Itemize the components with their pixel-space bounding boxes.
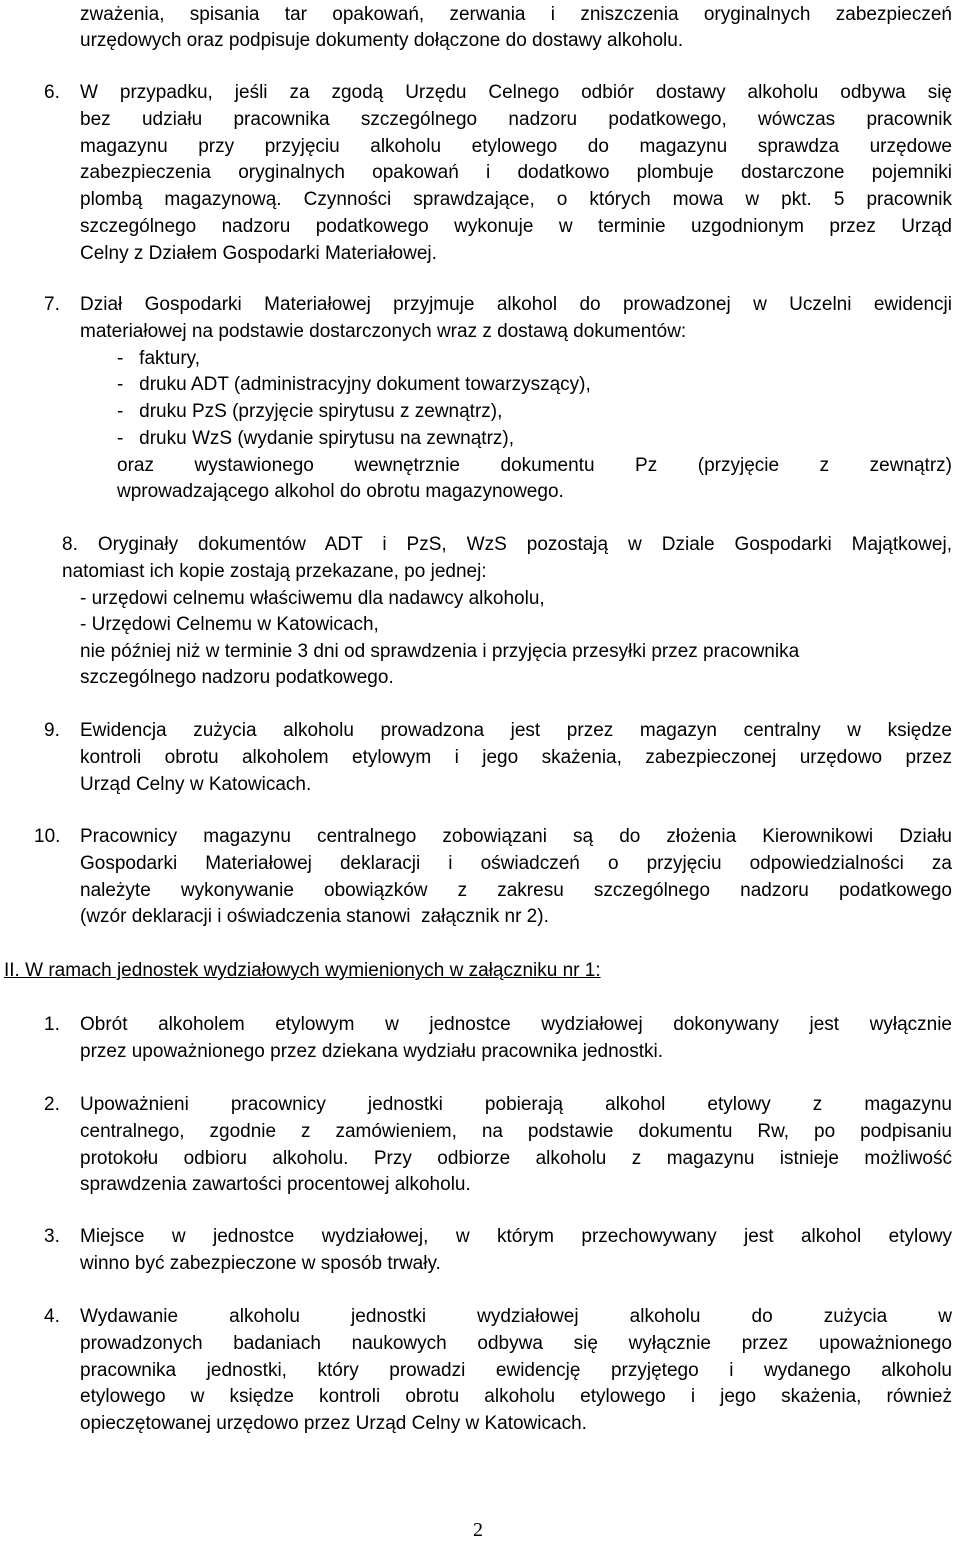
paragraph-line: zważenia, spisania tar opakowań, zerwania i zniszczenia oryginalnych zabezpieczeń (80, 4, 952, 25)
paragraph-line: należyte wykonywanie obowiązków z zakresu szczególnego nadzoru podatkowego (80, 880, 952, 901)
bullet-item: - Urzędowi Celnemu w Katowicach, (80, 614, 379, 635)
list-number: 10. (34, 826, 61, 847)
paragraph-line: protokołu odbioru alkoholu. Przy odbiorze alkoholu z magazynu istnieje możliwość (80, 1148, 952, 1169)
paragraph-line: winno być zabezpieczone w sposób trwały. (80, 1253, 441, 1274)
list-number: 2. (44, 1094, 60, 1115)
list-number: 7. (44, 294, 60, 315)
bullet-item: - druku ADT (administracyjny dokument towarzyszący), (117, 374, 591, 395)
paragraph-line: bez udziału pracownika szczególnego nadzoru podatkowego, wówczas pracownik (80, 109, 952, 130)
bullet-item: - druku PzS (przyjęcie spirytusu z zewnątrz), (117, 401, 503, 422)
paragraph-line: natomiast ich kopie zostają przekazane, po jednej: (62, 561, 487, 582)
paragraph-line: pracownika jednostki, który prowadzi ewidencję przyjętego i wydanego alkoholu (80, 1360, 952, 1381)
paragraph-line: etylowego w księdze kontroli obrotu alkoholu etylowego i jego skażenia, również (80, 1386, 952, 1407)
paragraph-line: nie później niż w terminie 3 dni od sprawdzenia i przyjęcia przesyłki przez pracownika (80, 641, 800, 662)
bullet-item: - urzędowi celnemu właściwemu dla nadawcy alkoholu, (80, 588, 545, 609)
bullet-item: - druku WzS (wydanie spirytusu na zewnątrz), (117, 428, 515, 449)
paragraph-line: Gospodarki Materiałowej deklaracji i oświadczeń o przyjęciu odpowiedzialności za (80, 853, 952, 874)
paragraph-line: plombą magazynową. Czynności sprawdzające, o których mowa w pkt. 5 pracownik (80, 189, 952, 210)
list-number: 3. (44, 1226, 60, 1247)
paragraph-line: urzędowych oraz podpisuje dokumenty dołączone do dostawy alkoholu. (80, 30, 684, 51)
paragraph-line: Urząd Celny w Katowicach. (80, 774, 312, 795)
paragraph-line: Pracownicy magazynu centralnego zobowiązani są do złożenia Kierownikowi Działu (80, 826, 952, 847)
paragraph-line: (wzór deklaracji i oświadczenia stanowi załącznik nr 2). (80, 906, 549, 927)
paragraph-line: szczególnego nadzoru podatkowego. (80, 667, 394, 688)
paragraph-line: Upoważnieni pracownicy jednostki pobierają alkohol etylowy z magazynu (80, 1094, 952, 1115)
section-heading: II. W ramach jednostek wydziałowych wymienionych w załączniku nr 1: (4, 960, 601, 981)
paragraph-line: sprawdzenia zawartości procentowej alkoholu. (80, 1174, 471, 1195)
paragraph-line: opieczętowanej urzędowo przez Urząd Celny w Katowicach. (80, 1413, 587, 1434)
paragraph-line: prowadzonych badaniach naukowych odbywa się wyłącznie przez upoważnionego (80, 1333, 952, 1354)
list-number: 9. (44, 720, 60, 741)
paragraph-line: Ewidencja zużycia alkoholu prowadzona jest przez magazyn centralny w księdze (80, 720, 952, 741)
paragraph-line: Obrót alkoholem etylowym w jednostce wydziałowej dokonywany jest wyłącznie (80, 1014, 952, 1035)
paragraph-line: szczególnego nadzoru podatkowego wykonuje w terminie uzgodnionym przez Urząd (80, 216, 952, 237)
bullet-item: - faktury, (117, 348, 201, 369)
paragraph-line: oraz wystawionego wewnętrznie dokumentu Pz (przyjęcie z zewnątrz) (117, 455, 952, 476)
paragraph-line: magazynu przy przyjęciu alkoholu etylowego do magazynu sprawdza urzędowe (80, 136, 952, 157)
paragraph-line: kontroli obrotu alkoholem etylowym i jego skażenia, zabezpieczonej urzędowo przez (80, 747, 952, 768)
paragraph-line: 8. Oryginały dokumentów ADT i PzS, WzS pozostają w Dziale Gospodarki Majątkowej, (62, 534, 952, 555)
paragraph-line: Miejsce w jednostce wydziałowej, w którym przechowywany jest alkohol etylowy (80, 1226, 952, 1247)
paragraph-line: materiałowej na podstawie dostarczonych wraz z dostawą dokumentów: (80, 321, 687, 342)
paragraph-line: Wydawanie alkoholu jednostki wydziałowej alkoholu do zużycia w (80, 1306, 952, 1327)
paragraph-line: W przypadku, jeśli za zgodą Urzędu Celnego odbiór dostawy alkoholu odbywa się (80, 82, 952, 103)
paragraph-line: Dział Gospodarki Materiałowej przyjmuje alkohol do prowadzonej w Uczelni ewidencji (80, 294, 952, 315)
paragraph-line: centralnego, zgodnie z zamówieniem, na podstawie dokumentu Rw, po podpisaniu (80, 1121, 952, 1142)
list-number: 1. (44, 1014, 60, 1035)
paragraph-line: Celny z Działem Gospodarki Materiałowej. (80, 243, 437, 264)
page-number: 2 (473, 1519, 483, 1541)
paragraph-line: wprowadzającego alkohol do obrotu magazynowego. (117, 481, 564, 502)
paragraph-line: zabezpieczenia oryginalnych opakowań i dodatkowo plombuje dostarczone pojemniki (80, 162, 952, 183)
list-number: 6. (44, 82, 60, 103)
paragraph-line: przez upoważnionego przez dziekana wydziału pracownika jednostki. (80, 1041, 663, 1062)
list-number: 4. (44, 1306, 60, 1327)
